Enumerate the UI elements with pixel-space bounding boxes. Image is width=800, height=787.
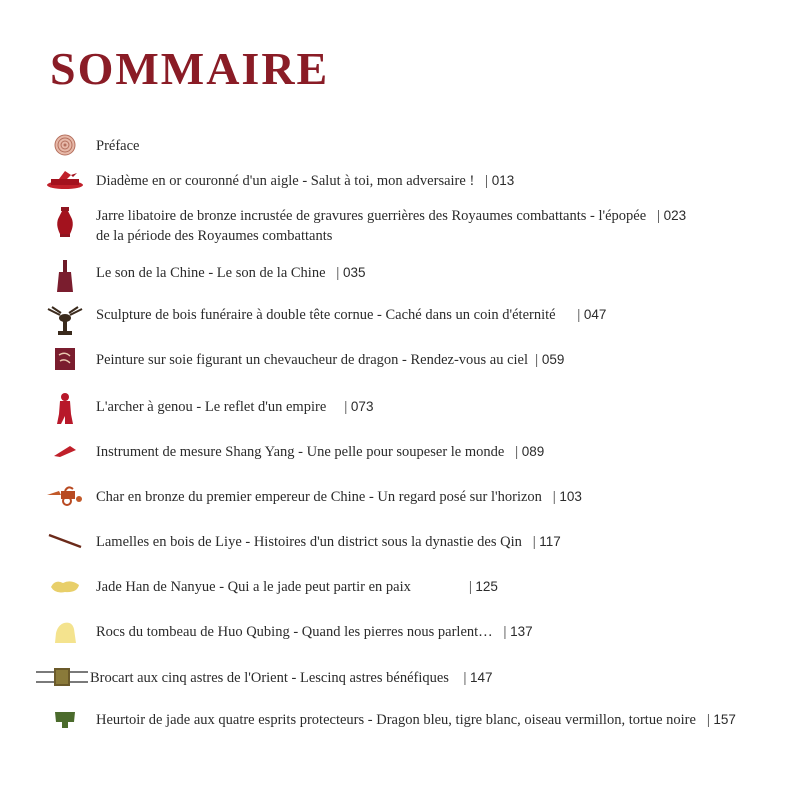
toc-entry-label: Lamelles en bois de Liye - Histoires d'un district sous la dynastie des Qin [96, 534, 522, 550]
toc-entry-label: Brocart aux cinq astres de l'Orient - Lescinq astres bénéfiques [90, 670, 449, 686]
toc-entry-label: Rocs du tombeau de Huo Qubing - Quand les pierres nous parlent… [96, 624, 493, 640]
bronze-bell-icon [44, 257, 86, 297]
toc-page-number: 147 [469, 670, 493, 685]
toc-entry-label: Char en bronze du premier empereur de Chine - Un regard posé sur l'horizon [96, 489, 542, 505]
wooden-slip-icon [44, 524, 86, 558]
toc-entry[interactable]: Char en bronze du premier empereur de Chine - Un regard posé sur l'horizon | 103 [44, 487, 784, 513]
toc-page-number: 013 [491, 173, 515, 188]
toc-entry-label: Le son de la Chine - Le son de la Chine [96, 265, 326, 281]
toc-entry-label: Jarre libatoire de bronze incrustée de gravures guerrières des Royaumes combattants - l'épopée [96, 208, 647, 224]
toc-page-number: 125 [475, 579, 498, 594]
toc-page-number: 047 [583, 307, 607, 322]
toc-entry[interactable]: Lamelles en bois de Liye - Histoires d'un district sous la dynastie des Qin | 117 [44, 532, 784, 558]
target-rings-icon [44, 128, 86, 162]
toc-entry[interactable]: Le son de la Chine - Le son de la Chine | 035 [44, 263, 784, 297]
toc-page-number: 157 [713, 712, 736, 727]
toc-page-number: 103 [559, 489, 582, 504]
toc-entry-label: Diadème en or couronné d'un aigle - Salut à toi, mon adversaire ! [96, 173, 475, 189]
toc-entry[interactable]: Heurtoir de jade aux quatre esprits protecteurs - Dragon bleu, tigre blanc, oiseau vermillon, tortue noire | 157 [44, 710, 784, 736]
silk-painting-icon [44, 342, 86, 376]
toc-entry-label: L'archer à genou - Le reflet d'un empire [96, 399, 327, 415]
toc-entry[interactable]: Jade Han de Nanyue - Qui a le jade peut partir en paix | 125 [44, 577, 784, 603]
toc-page-number: 117 [539, 534, 561, 549]
stone-animal-icon [44, 614, 86, 650]
toc-page-number: 137 [510, 624, 533, 639]
toc-entry[interactable] [44, 136, 784, 162]
toc-page-number: 089 [521, 444, 545, 459]
toc-entry-label: Peinture sur soie figurant un chevaucheur de dragon - Rendez-vous au ciel [96, 352, 529, 368]
measuring-shovel-icon [44, 434, 86, 468]
toc-entry-label: Sculpture de bois funéraire à double tête cornue - Caché dans un coin d'éternité [96, 307, 556, 323]
page-title: SOMMAIRE [50, 43, 330, 94]
toc-entry[interactable]: L'archer à genou - Le reflet d'un empire | 073 [44, 397, 784, 429]
toc-entry[interactable]: Brocart aux cinq astres de l'Orient - Lescinq astres bénéfiques | 147 [44, 668, 784, 694]
toc-entry-label: Jade Han de Nanyue - Qui a le jade peut partir en paix [96, 579, 411, 595]
jade-knocker-icon [44, 702, 86, 736]
eagle-crown-icon [44, 163, 86, 197]
toc-entry-label-line2: de la période des Royaumes combattants [96, 228, 333, 244]
toc-page-number: 073 [350, 399, 374, 414]
kneeling-archer-icon [44, 389, 86, 429]
toc-entry-label: Préface [96, 138, 140, 154]
toc-entry[interactable]: Rocs du tombeau de Huo Qubing - Quand les pierres nous parlent… | 137 [44, 622, 784, 650]
toc-entry[interactable]: Jarre libatoire de bronze incrustée de gravures guerrières des Royaumes combattants - l'épopée | 023 de la période des Royaumes combattants [44, 206, 784, 246]
toc-entry[interactable]: Diadème en or couronné d'un aigle - Salut à toi, mon adversaire ! | 013 [44, 171, 784, 197]
bronze-chariot-icon [44, 479, 86, 513]
jade-piece-icon [44, 569, 86, 603]
bronze-jar-icon [44, 202, 86, 242]
toc-entry-label: Instrument de mesure Shang Yang - Une pelle pour soupeser le monde [96, 444, 505, 460]
horned-sculpture-icon [44, 301, 86, 341]
toc-page-number: 035 [342, 265, 366, 280]
toc-page-number: 023 [663, 208, 687, 223]
brocade-icon [36, 660, 88, 694]
toc-page-number: 059 [541, 352, 565, 367]
toc-entry[interactable]: Peinture sur soie figurant un chevaucheur de dragon - Rendez-vous au ciel | 059 [44, 350, 784, 376]
toc-entry[interactable]: Instrument de mesure Shang Yang - Une pelle pour soupeser le monde | 089 [44, 442, 784, 468]
toc-entry[interactable]: Sculpture de bois funéraire à double tête cornue - Caché dans un coin d'éternité | 047 [44, 305, 784, 341]
toc-entry-label: Heurtoir de jade aux quatre esprits protecteurs - Dragon bleu, tigre blanc, oiseau vermillon, tortue noire [96, 712, 696, 728]
